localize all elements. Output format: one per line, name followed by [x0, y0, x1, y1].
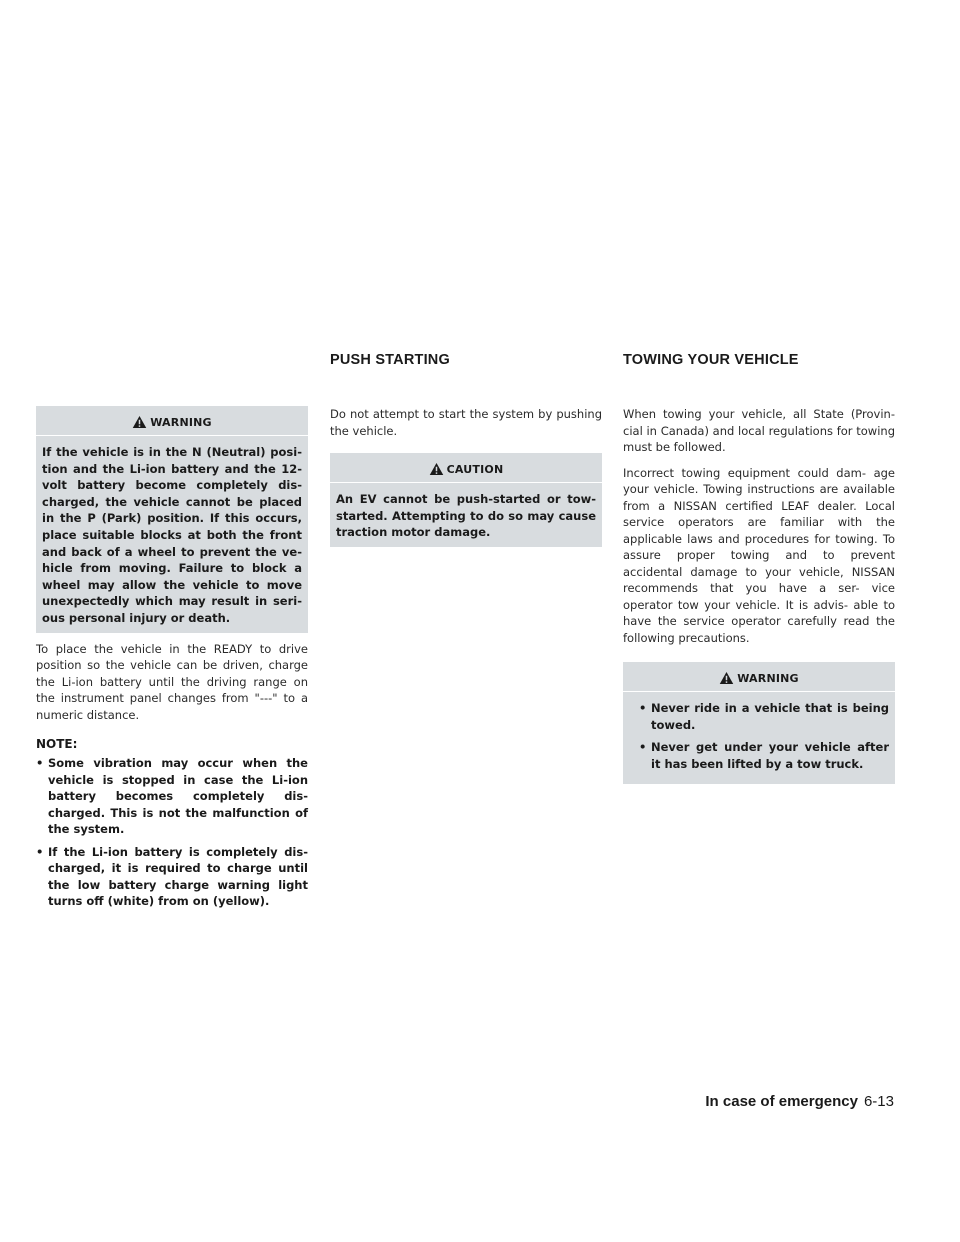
push-start-paragraph: Do not attempt to start the system by pushing the vehicle. [330, 407, 602, 438]
warning-item-text: Never ride in a vehicle that is being towed. [651, 701, 889, 732]
note-item [36, 844, 308, 910]
caution-text: An EV cannot be push-started or tow- started. Attempting to do so may cause traction motor damage. [336, 492, 596, 540]
column-left [36, 406, 308, 916]
warning-triangle-icon [132, 415, 147, 429]
bullet-dot: • [36, 844, 44, 859]
warning-triangle-icon [429, 462, 444, 476]
bullet-dot: • [639, 740, 647, 754]
column-middle [330, 406, 602, 555]
caution-divider [330, 482, 602, 483]
warning-divider [36, 435, 308, 436]
warning-box-towing [623, 662, 895, 784]
note-item [36, 755, 308, 838]
warning-item [639, 700, 889, 733]
note-label: NOTE: [36, 737, 78, 752]
note-list [36, 755, 308, 910]
ready-paragraph: To place the vehicle in the READY to drive position so the vehicle can be driven, charge the Li-ion battery until the driving range on the instrument panel changes from "---" to a numeric distance. [36, 641, 308, 722]
towing-equipment-paragraph: Incorrect towing equipment could dam- age your vehicle. Towing instructions are available from a NISSAN certified LEAF dealer. Local service operators are familiar with the applicable laws and procedures for towing. To assure proper towing and to prevent accidental damage to your vehicle, NISSAN recommends that you have a ser- vice operator tow your vehicle. It is advis- able to have the service operator carefully read the following precautions. [623, 465, 895, 645]
warning-box-title [42, 412, 302, 435]
footer-section-title: In case of emergency [705, 1093, 858, 1110]
footer-page-number: 6-13 [863, 1093, 894, 1110]
warning-label: WARNING [150, 415, 212, 429]
warning-box-battery [36, 406, 308, 633]
column-right [623, 406, 895, 792]
heading-push-starting: PUSH STARTING [330, 352, 450, 368]
caution-box-title [336, 459, 596, 482]
towing-regulations-paragraph: When towing your vehicle, all State (Provin- cial in Canada) and local regulations for towing must be followed. [623, 407, 895, 454]
warning-item [639, 739, 889, 772]
warning-divider [623, 691, 895, 692]
bullet-dot: • [639, 701, 647, 715]
heading-towing-your-vehicle: TOWING YOUR VEHICLE [623, 352, 799, 368]
warning-item-text: Never get under your vehicle after it has been lifted by a tow truck. [651, 740, 889, 771]
bullet-dot: • [36, 756, 44, 771]
warning-text: If the vehicle is in the N (Neutral) posi- tion and the Li-ion battery and the 12- volt battery become completely dis- charged, the vehicle cannot be placed in the P (Park) position. If this occurs, place suitable blocks at both the front and back of a wheel to prevent the ve- hicle from moving. Failure to block a wheel may allow the vehicle to move unexpectedly which may result in seri- ous personal injury or death. [42, 445, 302, 625]
caution-box [330, 453, 602, 547]
page-footer [705, 1093, 894, 1110]
warning-label: WARNING [737, 671, 799, 685]
warning-triangle-icon [719, 671, 734, 685]
note-item-text: Some vibration may occur when the vehicle is stopped in case the Li-ion battery becomes completely dis- charged. This is not the malfunction of the system. [48, 756, 308, 837]
note-item-text: If the Li-ion battery is completely dis- charged, it is required to charge until the low battery charge warning light turns off (white) from on (yellow). [48, 844, 308, 909]
warning-box-title [629, 668, 889, 691]
caution-label: CAUTION [446, 462, 504, 476]
towing-warning-list [629, 700, 889, 772]
